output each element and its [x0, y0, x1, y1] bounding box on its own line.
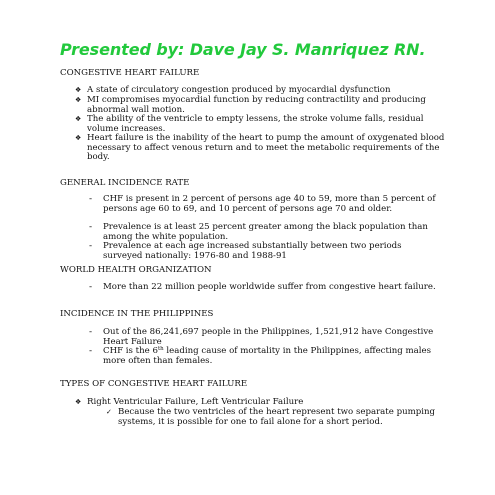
diamond-bullet-icon: ❖ — [75, 398, 82, 406]
list-item: - CHF is the 6th leading cause of mortality in the Philippines, affecting males more often than females. — [89, 346, 431, 366]
section-heading-philippines: INCIDENCE IN THE PHILIPPINES — [60, 309, 214, 319]
check-icon: ✓ — [106, 408, 112, 416]
list-item: - CHF is present in 2 percent of persons age 40 to 59, more than 5 percent of persons age 60 to 69, and 10 percent of persons age 70 and older. — [89, 194, 436, 214]
document-title: Presented by: Dave Jay S. Manriquez RN. — [60, 40, 426, 59]
diamond-bullet-icon: ❖ — [75, 115, 82, 123]
list-item: - Prevalence is at least 25 percent greater among the black population than among the white population. — [89, 222, 428, 242]
dash-bullet: - — [89, 346, 93, 356]
dash-bullet: - — [89, 327, 93, 337]
dash-bullet: - — [89, 282, 93, 292]
section-heading-chf: CONGESTIVE HEART FAILURE — [60, 68, 200, 78]
list-item: - More than 22 million people worldwide suffer from congestive heart failure. — [89, 282, 436, 292]
diamond-bullet-icon: ❖ — [75, 134, 82, 142]
list-item: - Out of the 86,241,697 people in the Philippines, 1,521,912 have Congestive Heart Failure — [89, 327, 434, 347]
section-heading-who: WORLD HEALTH ORGANIZATION — [60, 265, 212, 275]
dash-bullet: - — [89, 222, 93, 232]
dash-bullet: - — [89, 194, 93, 204]
diamond-bullet-icon: ❖ — [75, 86, 82, 94]
list-item: - Prevalence at each age increased substantially between two periods surveyed nationally: 1976-80 and 1988-91 — [89, 241, 402, 261]
list-item: ❖ MI compromises myocardial function by reducing contractility and producing abnormal wall motion. — [75, 95, 426, 115]
section-heading-incidence: GENERAL INCIDENCE RATE — [60, 178, 190, 188]
list-item: ❖ The ability of the ventricle to empty lessens, the stroke volume falls, residual volume increases. — [75, 114, 424, 134]
dash-bullet: - — [89, 241, 93, 251]
list-item: ❖ Heart failure is the inability of the heart to pump the amount of oxygenated blood necessary to affect venous return and to meet the metabolic requirements of the body. — [75, 133, 445, 163]
list-item: ✓ Because the two ventricles of the heart represent two separate pumping systems, it is possible for one to fail alone for a short period. — [106, 407, 436, 427]
list-item: ❖ Right Ventricular Failure, Left Ventricular Failure — [75, 397, 304, 407]
diamond-bullet-icon: ❖ — [75, 96, 82, 104]
list-item: ❖ A state of circulatory congestion produced by myocardial dysfunction — [75, 85, 391, 95]
section-heading-types: TYPES OF CONGESTIVE HEART FAILURE — [60, 379, 248, 389]
